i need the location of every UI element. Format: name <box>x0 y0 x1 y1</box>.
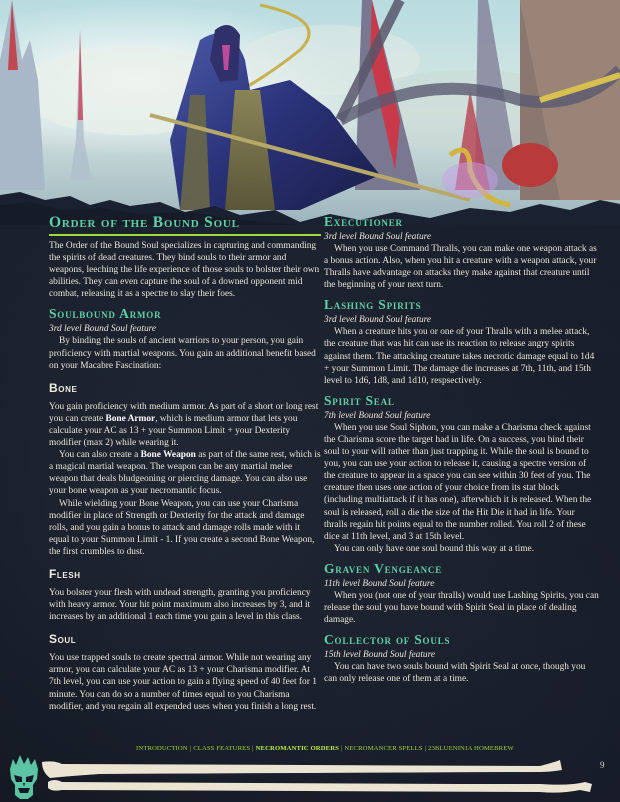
bone-p1-text-b: , which is medium armor that lets you calculate your AC as 13 + your Summon Limit + your Dexterity modifier (max 2) while wearing it. <box>49 413 298 449</box>
bone-armor-term: Bone Armor <box>105 413 156 424</box>
lashing-spirits-heading: Lashing Spirits <box>324 297 422 313</box>
executioner-text: When you use Command Thralls, you can make one weapon attack as a bonus action. Also, when you hit a creature with a weapon attack, your Thralls have advantage on attacks they make against that creature until the beginning of your next turn. <box>324 244 597 291</box>
collector-of-souls-subtitle: 15th level Bound Soul feature <box>324 650 436 661</box>
spirit-seal-heading: Spirit Seal <box>324 392 395 408</box>
footer-link-class-features[interactable]: CLASS FEATURES <box>193 745 251 752</box>
executioner-subtitle: 3rd level Bound Soul feature <box>324 232 432 242</box>
soul-heading: Soul <box>49 632 77 647</box>
collector-of-souls-text: You can have two souls bound with Spirit Seal at once, though you can only release one of them at a time. <box>324 662 586 685</box>
flesh-text: You bolster your flesh with undead strength, granting you proficiency with heavy armor. Your hit point maximum also increases by 3, and it increases by an additional 1 each time you gain a level in this class. <box>49 587 311 623</box>
flaming-skull-icon <box>6 755 42 802</box>
lashing-spirits-text: When a creature hits you or one of your Thralls with a melee attack, the creature that was hit can use its reaction to release angry spirits against them. The attacking creature takes necrotic damage equal to 1d4 + your Summon Limit. The damage die increases at 7th, 11th, and 15th level to 1d6, 1d8, and 1d10, respsectively. <box>324 327 595 386</box>
executioner-heading: Executioner <box>324 214 403 229</box>
bone-p1-text-a: You gain proficiency with medium armor. As part of a short or long rest you can create <box>49 401 319 424</box>
spirit-seal-text: When you use Soul Siphon, you can make a Charisma check against the Charisma score the target had in life. On a success, you bind their soul to your will rather than just trapping it. While the soul is bound to you, you can use your action to release it, causing a spectre version of the creature to appear in a space you can see within 30 feet of you. The creature then uses one action of your choice from its stat block (including multiattack if it has one), afterwhich it is released. When the soul is released, roll a die the size of the Hit Die it had in life. Your thralls regain hit points equal to the number rolled. You roll 2 of these dice at 11th level, and 3 at 15th level. <box>324 422 592 542</box>
hero-illustration <box>0 0 620 225</box>
separator: | <box>189 745 192 752</box>
separator: | <box>340 745 343 752</box>
graven-vengeance-subtitle: 11th level Bound Soul feature <box>324 578 435 589</box>
intro-text: The Order of the Bound Soul specializes in capturing and commanding the spirits of dead creatures. They bind souls to their armor and weapons, leeching the life experience of those souls to bolster their own abilities. They can even capture the soul of a downed opponent mid combat, releasing it as a spectre to slay their foes. <box>49 241 320 300</box>
left-column <box>49 214 321 713</box>
footer-link-homebrew[interactable]: 23BLUENINJA HOMEBREW <box>428 745 514 752</box>
footer-link-introduction[interactable]: INTRODUCTION <box>136 745 188 752</box>
bone-paragraph-1 <box>49 401 321 449</box>
soulbound-armor-heading: Soulbound Armor <box>49 306 162 322</box>
spirit-seal-note: You can only have one soul bound this way at a time. <box>334 543 535 554</box>
page-number: 9 <box>600 760 605 770</box>
separator: | <box>424 745 427 752</box>
spirit-seal-subtitle: 7th level Bound Soul feature <box>324 410 431 421</box>
soul-text: You use trapped souls to create spectral armor. While not wearing any armor, you can calculate your AC as 13 + your Charisma modifier. At 7th level, you can use your action to gain a flying speed of 40 feet for 1 minute. You can do so a number of times equal to you Charisma modifier, and you regain all expended uses when you finish a long rest. <box>49 653 317 712</box>
bone-paragraph-3: While wielding your Bone Weapon, you can use your Charisma modifier in place of Strength or Dexterity for the attack and damage rolls, and you gain a bonus to attack and damage rolls made with it equal to your Summon Limit - 1. If you create a second Bone Weapon, the first crumbles to dust. <box>49 498 315 557</box>
graven-vengeance-heading: Graven Vengeance <box>324 560 443 576</box>
footer-navigation <box>136 745 596 752</box>
bone-divider <box>40 760 600 801</box>
collector-of-souls-heading: Collector of Souls <box>324 632 451 648</box>
bone-p2-text-a: You can also create a <box>59 450 141 461</box>
footer-link-necromancer-spells[interactable]: NECROMANCER SPELLS <box>344 745 423 752</box>
lashing-spirits-subtitle: 3rd level Bound Soul feature <box>324 315 432 326</box>
section-title: Order of the Bound Soul <box>49 214 321 236</box>
soulbound-armor-subtitle: 3rd level Bound Soul feature <box>49 324 157 335</box>
footer-link-necromantic-orders[interactable]: NECROMANTIC ORDERS <box>255 745 339 752</box>
bone-p2-text-b: as part of the same rest, which is a magical martial weapon. The weapon can be any martial melee weapon that deals bludgeoning or piercing damage. You can also use your bone weapon as your necromantic focus. <box>49 450 321 497</box>
bone-heading: Bone <box>49 380 78 395</box>
flesh-heading: Flesh <box>49 566 81 581</box>
bone-paragraph-2 <box>49 449 321 497</box>
right-column <box>324 214 599 685</box>
soulbound-armor-text: By binding the souls of ancient warriors to your person, you gain proficiency with martial weapons. You gain an additional benefit based on your Macabre Fascination: <box>49 336 316 371</box>
bone-weapon-term: Bone Weapon <box>140 450 196 461</box>
separator: | <box>252 745 254 752</box>
necromancer-art <box>0 0 620 225</box>
graven-vengeance-text: When you (not one of your thralls) would use Lashing Spirits, you can release the soul you have bound with Spirit Seal in place of dealing damage. <box>324 590 599 626</box>
